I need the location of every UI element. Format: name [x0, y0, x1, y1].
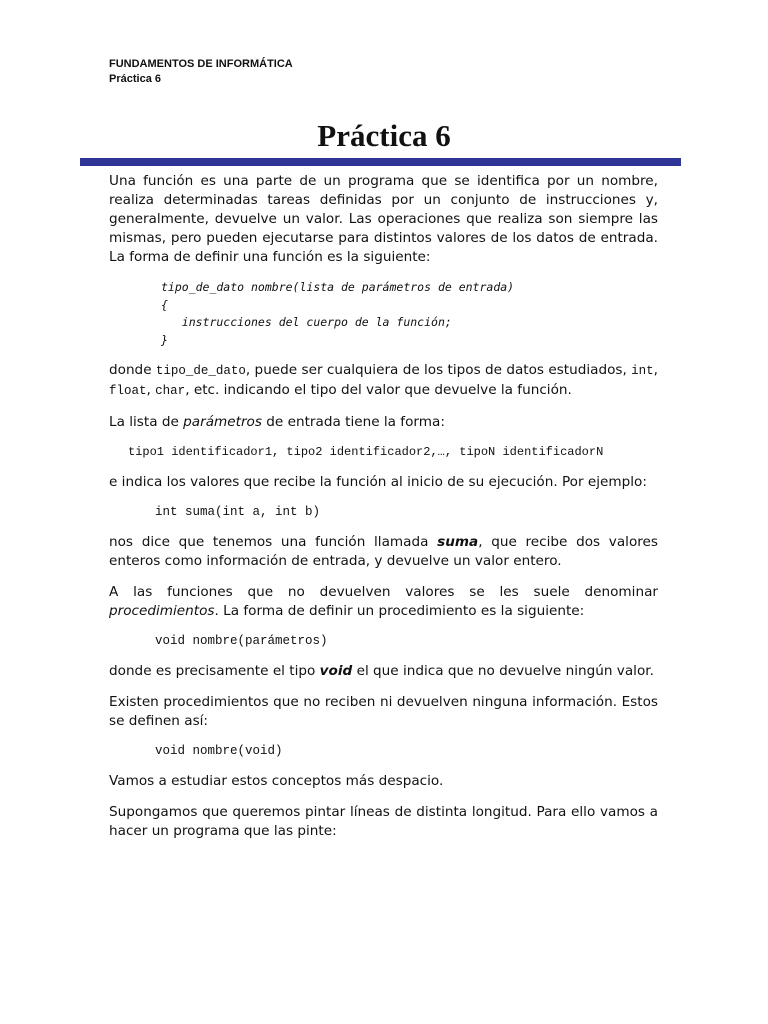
- header-practice: Práctica 6: [109, 73, 161, 85]
- page-title: Práctica 6: [317, 118, 451, 153]
- code-line: {: [161, 297, 168, 312]
- void-paragraph: donde es precisamente el tipo void el que indica que no devuelve ningún valor.: [109, 663, 654, 679]
- inline-code: float: [109, 384, 147, 398]
- inline-code: char: [155, 384, 186, 398]
- parameter-list-code: tipo1 identificador1, tipo2 identificador2,…, tipoN identificadorN: [128, 445, 604, 459]
- procedimientos-paragraph: A las funciones que no devuelven valores se les suele denominar procedimientos. La forma de definir un procedimiento es la siguiente:: [109, 584, 658, 619]
- code-line: instrucciones del cuerpo de la función;: [161, 315, 452, 329]
- running-header: [109, 57, 293, 87]
- procedure-definition-code: void nombre(parámetros): [155, 634, 328, 648]
- suma-paragraph: nos dice que tenemos una función llamada suma, que recibe dos valores enteros como información de entrada, y devuelve un valor entero.: [109, 534, 658, 569]
- inline-code: tipo_de_dato: [155, 364, 246, 378]
- emphasis: suma: [437, 534, 479, 550]
- void-void-code: void nombre(void): [155, 744, 283, 758]
- existen-paragraph: Existen procedimientos que no reciben ni devuelven ninguna información. Estos se definen así:: [109, 694, 658, 729]
- emphasis: parámetros: [183, 414, 262, 430]
- tipo-de-dato-paragraph: donde tipo_de_dato, puede ser cualquiera de los tipos de datos estudiados, int, float, char, etc. indicando el tipo del valor que devuelve la función.: [109, 362, 658, 398]
- emphasis: void: [319, 663, 353, 679]
- suma-example-code: int suma(int a, int b): [155, 505, 321, 519]
- emphasis: procedimientos: [109, 603, 215, 619]
- intro-paragraph: Una función es una parte de un programa que se identifica por un nombre, realiza determinadas tareas definidas por un conjunto de instrucciones y, generalmente, devuelve un valor. Las operaciones que realiza son siempre las mismas, pero pueden ejecutarse para distintos valores de los datos de entrada. La forma de definir una función es la siguiente:: [109, 173, 658, 265]
- indica-paragraph: e indica los valores que recibe la función al inicio de su ejecución. Por ejemplo:: [109, 474, 647, 490]
- code-line: tipo_de_dato nombre(lista de parámetros de entrada): [161, 280, 515, 294]
- code-line: }: [161, 332, 168, 347]
- supongamos-paragraph: Supongamos que queremos pintar líneas de distinta longitud. Para ello vamos a hacer un programa que las pinte:: [109, 804, 658, 839]
- inline-code: int: [631, 364, 654, 378]
- vamos-paragraph: Vamos a estudiar estos conceptos más despacio.: [109, 773, 444, 789]
- header-course: FUNDAMENTOS DE INFORMÁTICA: [109, 58, 293, 70]
- title-rule: [80, 158, 681, 166]
- parameter-list-paragraph: La lista de parámetros de entrada tiene la forma:: [109, 414, 445, 430]
- function-definition-code: [161, 279, 658, 349]
- body-content: [109, 172, 658, 853]
